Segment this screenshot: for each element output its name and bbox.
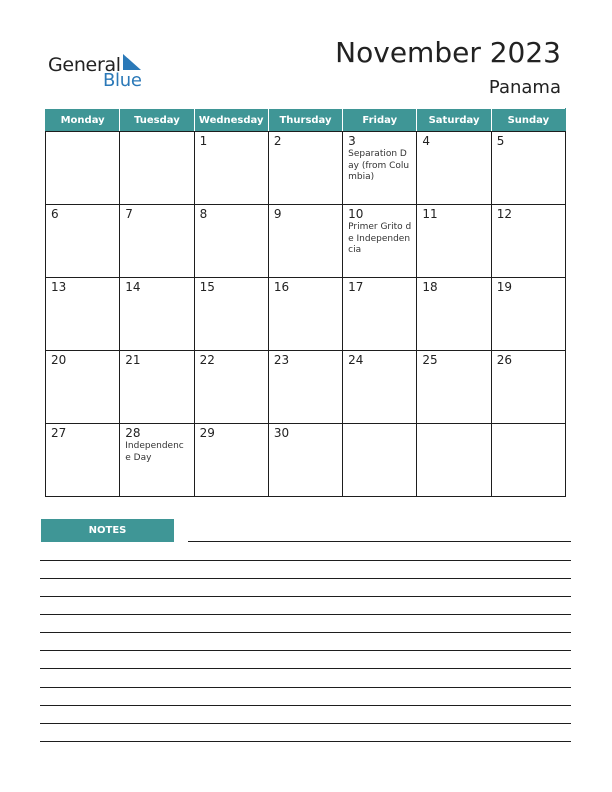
logo-triangle-icon [123,54,141,70]
holiday-label: Primer Grito de Independencia [348,222,412,255]
notes-line [40,560,571,561]
day-cell [343,351,417,424]
day-number: 9 [273,207,282,221]
notes-line [40,705,571,706]
notes-line [188,541,571,542]
day-cell [491,205,565,278]
day-number: 10 [348,207,364,221]
day-number: 24 [348,353,364,367]
day-cell [194,205,268,278]
day-number: 23 [273,353,290,367]
day-cell [46,351,120,424]
day-number: 1 [199,134,208,148]
notes-line [40,596,571,597]
day-cell [491,424,565,497]
notes-line [40,650,571,651]
day-cell [491,132,565,205]
day-number: 30 [273,426,290,440]
day-cell [120,351,194,424]
day-cell [46,205,120,278]
week-row [46,205,566,278]
day-number: 18 [422,280,438,294]
notes-line [40,632,571,633]
day-cell [120,278,194,351]
day-cell [120,424,194,497]
notes-line [40,614,571,615]
day-number: 14 [125,280,141,294]
calendar-grid [45,108,566,497]
day-cell [268,205,342,278]
holiday-label: Independence Day [125,441,184,463]
day-cell [268,132,342,205]
day-cell [417,278,491,351]
day-number: 11 [422,207,438,221]
day-number: 27 [51,426,67,440]
week-row [46,424,566,497]
day-cell [343,278,417,351]
weekday-header: Saturday [417,109,491,132]
day-number: 21 [125,353,141,367]
week-row [46,278,566,351]
weekday-header: Tuesday [120,109,194,132]
day-number: 22 [199,353,215,367]
day-number: 17 [348,280,364,294]
day-number: 29 [199,426,215,440]
day-cell [194,351,268,424]
day-number: 2 [273,134,282,148]
day-number: 19 [496,280,512,294]
weekday-header: Wednesday [194,109,268,132]
day-cell [46,424,120,497]
holiday-label: Separation Day (from Columbia) [348,149,410,182]
day-cell [417,351,491,424]
week-row [46,132,566,205]
day-number: 12 [496,207,512,221]
day-cell [194,424,268,497]
brand-name-blue: Blue [103,70,142,91]
week-row [46,351,566,424]
brand-logo [48,52,148,92]
day-cell [417,205,491,278]
day-cell [343,424,417,497]
notes-label: NOTES [41,519,174,542]
weekday-header: Friday [343,109,417,132]
day-cell [268,351,342,424]
day-cell [46,278,120,351]
notes-line [40,668,571,669]
day-cell [343,132,417,205]
day-cell [491,278,565,351]
day-cell [491,351,565,424]
notes-line [40,578,571,579]
day-number: 6 [51,207,59,221]
weekday-header: Monday [46,109,120,132]
day-number: 3 [348,134,356,148]
day-cell [343,205,417,278]
day-cell [46,132,120,205]
day-number: 13 [51,280,67,294]
day-cell [268,278,342,351]
day-cell [120,205,194,278]
day-number: 28 [125,426,141,440]
day-number: 7 [125,207,133,221]
page-title: November 2023 [335,36,561,69]
day-number: 8 [199,207,208,221]
day-cell [120,132,194,205]
brand-name-general: General [48,54,121,76]
day-number: 4 [422,134,431,148]
day-cell [194,132,268,205]
day-number: 15 [199,280,215,294]
day-number: 16 [273,280,290,294]
day-cell [268,424,342,497]
weekday-header-row [46,109,566,132]
country-name: Panama [488,77,561,98]
weekday-header: Thursday [268,109,342,132]
day-number: 25 [422,353,438,367]
notes-line [40,687,571,688]
day-cell [417,132,491,205]
day-cell [194,278,268,351]
day-number: 5 [496,134,505,148]
notes-line [40,723,571,724]
day-cell [417,424,491,497]
day-number: 20 [51,353,67,367]
weekday-header: Sunday [491,109,565,132]
notes-line [40,741,571,742]
day-number: 26 [496,353,512,367]
